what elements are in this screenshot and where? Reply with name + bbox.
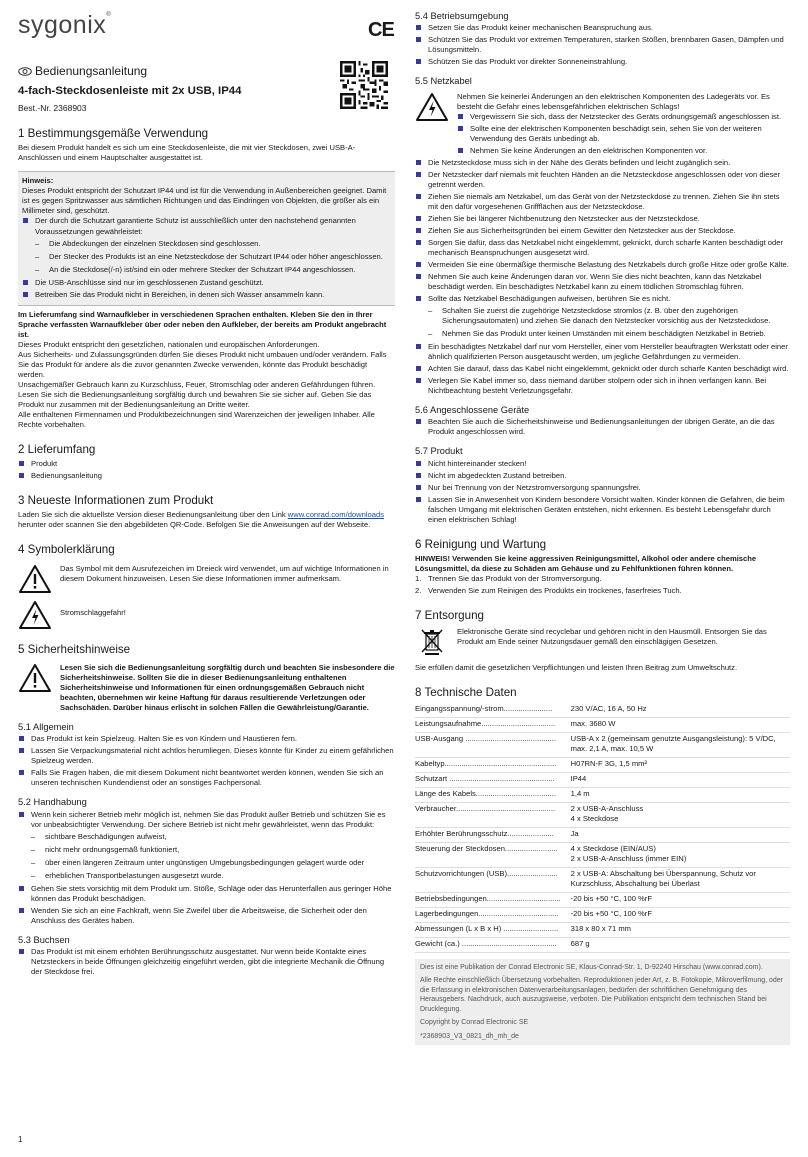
left-column xyxy=(18,10,395,979)
section-title: 7 Entsorgung xyxy=(415,609,484,623)
bullet-list xyxy=(22,278,391,300)
spec-value: -20 bis +50 °C, 100 %rF xyxy=(567,892,790,907)
spec-value: 687 g xyxy=(567,937,790,952)
bullet-list xyxy=(18,884,395,926)
page-number: 1 xyxy=(18,1135,23,1144)
warning-triangle-icon xyxy=(18,663,52,693)
imprint-text: Dies ist eine Publikation der Conrad Electronic SE, Klaus-Conrad-Str. 1, D-92240 Hirschau (www.conrad.com). xyxy=(420,963,763,971)
spec-value: 230 V/AC, 16 A, 50 Hz xyxy=(567,703,790,718)
list-item: Gehen Sie stets vorsichtig mit dem Produkt um. Stöße, Schläge oder das Herunterfallen aus geringer Höhe können das Produkt beschädigen. xyxy=(18,884,395,904)
bullet-list xyxy=(415,417,790,437)
list-item: – An die Steckdose(/-n) ist/sind ein oder mehrere Stecker der Schutzart IP44 angeschlossen. xyxy=(35,265,391,275)
paragraph: Lesen Sie sich die Bedienungsanleitung sorgfältig durch und bewahren Sie sie sicher auf. Geben Sie das Produkt nur zusammen mit der Bedienungsanleitung an Dritte weiter. xyxy=(18,389,372,409)
spec-key: Eingangsspannung/-strom....................... xyxy=(415,703,567,718)
imprint-text: Alle Rechte einschließlich Übersetzung vorbehalten. Reproduktionen jeder Art, z. B. Fotokopie, Mikroverfilmung, oder die Erfassung in elektronischen Datenverarbeitungsanlagen, bedürfen der schriftlichen Genehmigung des Herausgebers. Nachdruck, auch auszugsweise, verboten. Die Publikation entspricht dem technischen Stand bei Drucklegung. xyxy=(420,977,784,1013)
spec-value: max. 3680 W xyxy=(567,717,790,732)
spec-key: USB-Ausgang ........................................... xyxy=(415,732,567,757)
list-item: Ziehen Sie aus Sicherheitsgründen bei einem Gewitter den Netzstecker aus der Steckdose. xyxy=(415,226,790,236)
spec-key: Kabeltyp..................................................... xyxy=(415,757,567,772)
symbol-text: Das Symbol mit dem Ausrufezeichen im Dreieck wird verwendet, um auf wichtige Informationen in diesem Dokument hinzuweisen. Lesen Sie diese Informationen immer aufmerksam. xyxy=(60,563,389,583)
warning-box xyxy=(18,663,395,713)
list-item: Setzen Sie das Produkt keiner mechanischen Beanspruchung aus. xyxy=(415,23,790,33)
list-item: – über einen längeren Zeitraum unter ungünstigen Umgebungsbedingungen gelagert wurde oder xyxy=(31,858,395,868)
spec-value: 318 x 80 x 71 mm xyxy=(567,922,790,937)
dash-list xyxy=(428,306,790,339)
spec-row xyxy=(415,842,790,867)
section-title: 8 Technische Daten xyxy=(415,686,517,700)
dash-list xyxy=(35,239,391,275)
list-item: Ziehen Sie niemals am Netzkabel, um das Gerät von der Netzsteckdose zu trennen. Ziehen Sie ihn stets mit den dafür vorgesehenen Griffflächen aus der Netzsteckdose. xyxy=(415,192,790,212)
spec-value: 1,4 m xyxy=(567,787,790,802)
list-item: Nehmen Sie auch keine Änderungen daran vor. Wenn Sie dies nicht beachten, kann das Netzkabel beschädigt werden. Ein beschädigtes Netzkabel kann zu einem tödlichen Stromschlag führen. xyxy=(415,272,790,292)
subsection-title: 5.1 Allgemein xyxy=(18,722,74,733)
spec-row xyxy=(415,732,790,757)
spec-key: Schutzvorrichtungen (USB)........................ xyxy=(415,867,567,892)
subsection-title: 5.2 Handhabung xyxy=(18,797,87,808)
spec-value: USB-A x 2 (gemeinsam genutzte Ausgangsleistung): 5 V/DC, max. 2,1 A, max. 10,5 W xyxy=(567,732,790,757)
list-item xyxy=(415,586,790,596)
list-item: – Schalten Sie zuerst die zugehörige Netzsteckdose stromlos (z. B. über den zugehörigen Sicherungsautomaten) und ziehen Sie danach den Netzstecker vorsichtig aus der Netzsteckdose. xyxy=(428,306,790,326)
list-item: Sorgen Sie dafür, dass das Netzkabel nicht eingeklemmt, geknickt, durch scharfe Kanten beschädigt oder mechanisch Beanspruchungen ausgesetzt wird. xyxy=(415,238,790,258)
symbol-row xyxy=(18,600,395,630)
hint-box xyxy=(18,171,395,305)
section-title: 1 Bestimmungsgemäße Verwendung xyxy=(18,127,209,141)
numbered-list xyxy=(415,574,790,596)
list-item: Wenden Sie sich an eine Fachkraft, wenn Sie Zweifel über die Arbeitsweise, die Sicherheit oder den Anschluss des Gerätes haben. xyxy=(18,906,395,926)
paragraph: Unsachgemäßer Gebrauch kann zu Kurzschluss, Feuer, Stromschlag oder anderen Gefährdungen führen. xyxy=(18,379,376,389)
spec-key: Erhöhter Berührungsschutz...................... xyxy=(415,827,567,842)
bullet-list xyxy=(415,158,790,304)
spec-key: Abmessungen (L x B x H) .......................... xyxy=(415,922,567,937)
step-text: Verwenden Sie zum Reinigen des Produkts ein trockenes, faserfreies Tuch. xyxy=(428,586,682,596)
paragraph: Sie erfüllen damit die gesetzlichen Verpflichtungen und leisten Ihren Beitrag zum Umweltschutz. xyxy=(415,663,738,673)
symbol-text: Stromschlaggefahr! xyxy=(60,607,126,617)
bullet-list xyxy=(415,23,790,67)
doc-type-label: Bedienungsanleitung xyxy=(35,64,148,78)
list-item: Betreiben Sie das Produkt nicht in Bereichen, in denen sich Wasser ansammeln kann. xyxy=(22,290,391,300)
list-item: – Der Stecker des Produkts ist an eine Netzsteckdose der Schutzart IP44 oder höher angeschlossen. xyxy=(35,252,391,262)
list-item: Die USB-Anschlüsse sind nur im geschlossenen Zustand geschützt. xyxy=(22,278,391,288)
shock-warning-content xyxy=(457,92,790,158)
list-item: Verlegen Sie Kabel immer so, dass niemand darüber stolpern oder sich in ihnen verfangen kann. Bei Nichtbeachtung besteht Verletzungsgefahr. xyxy=(415,376,790,396)
imprint-text: Copyright by Conrad Electronic SE xyxy=(420,1019,529,1027)
spec-value: -20 bis +50 °C, 100 %rF xyxy=(567,907,790,922)
disposal-box xyxy=(415,627,790,657)
subsection-title: 5.3 Buchsen xyxy=(18,934,70,945)
spec-key: Betriebsbedingungen................................... xyxy=(415,892,567,907)
paragraph: Nehmen Sie keinerlei Änderungen an den elektrischen Komponenten des Ladegeräts vor. Es besteht die Gefahr eines lebensgefährlichen elektrischen Schlags! xyxy=(457,91,770,111)
symbol-row xyxy=(18,564,395,594)
spec-key: Gewicht (ca.) ............................................. xyxy=(415,937,567,952)
section-title: 5 Sicherheitshinweise xyxy=(18,642,131,656)
imprint-text: *2368903_V3_0821_dh_mh_de xyxy=(420,1032,519,1040)
list-item: Nur bei Trennung von der Netzstromversorgung spannungsfrei. xyxy=(415,483,790,493)
spec-key: Verbraucher............................................... xyxy=(415,802,567,827)
text: Laden Sie sich die aktuellste Version dieser Bedienungsanleitung über den Link xyxy=(18,510,288,520)
electric-shock-icon xyxy=(18,600,52,630)
list-item: Sollte eine der elektrischen Komponenten beschädigt sein, sehen Sie von der weiteren Verwendung des Geräts unbedingt ab. xyxy=(457,124,790,144)
paragraph: Dieses Produkt entspricht den gesetzlichen, nationalen und europäischen Anforderungen. xyxy=(18,339,320,349)
list-item: Der Netzstecker darf niemals mit feuchten Händen an die Netzsteckdose angeschlossen oder von dieser getrennt werden. xyxy=(415,170,790,190)
brand-logo: sygonix® xyxy=(18,11,112,39)
spec-row xyxy=(415,892,790,907)
section-title: 4 Symbolerklärung xyxy=(18,543,115,557)
step-number: 1. xyxy=(415,574,422,583)
list-item: Lassen Sie Verpackungsmaterial nicht achtlos herumliegen. Dieses könnte für Kinder zu einem gefährlichen Spielzeug werden. xyxy=(18,746,395,766)
text: herunter oder scannen Sie den abgebildeten QR-Code. Befolgen Sie die Anweisungen auf der Webseite. xyxy=(18,520,371,530)
spec-row xyxy=(415,937,790,952)
list-item: Schützen Sie das Produkt vor extremen Temperaturen, starken Stößen, brennbaren Gasen, Dämpfen und Lösungsmitteln. xyxy=(415,35,790,55)
spec-row xyxy=(415,922,790,937)
list-item: Nicht hintereinander stecken! xyxy=(415,459,790,469)
bullet-list xyxy=(22,216,391,236)
paragraph: Alle enthaltenen Firmennamen und Produktbezeichnungen sind Warenzeichen der jeweiligen Inhaber. Alle Rechte vorbehalten. xyxy=(18,409,375,429)
list-item: – Die Abdeckungen der einzelnen Steckdosen sind geschlossen. xyxy=(35,239,391,249)
spec-value: 4 x Steckdose (EIN/AUS) 2 x USB-A-Anschluss (immer EIN) xyxy=(567,842,790,867)
section-title: 3 Neueste Informationen zum Produkt xyxy=(18,494,214,508)
list-item: Achten Sie darauf, dass das Kabel nicht eingeklemmt, geknickt oder durch scharfe Kanten beschädigt wird. xyxy=(415,364,790,374)
list-item xyxy=(415,574,790,584)
spec-value: Ja xyxy=(567,827,790,842)
subsection-title: 5.6 Angeschlossene Geräte xyxy=(415,405,530,416)
spec-key: Leistungsaufnahme................................... xyxy=(415,717,567,732)
right-column xyxy=(415,10,790,1045)
paragraph xyxy=(18,510,395,530)
bold-paragraph: Im Lieferumfang sind Warnaufkleber in verschiedenen Sprachen enthalten. Kleben Sie den in Ihrer Sprache verfassten Warnaufkleber über oder neben den Aufkleber, der bereits am Produkt angebracht ist. xyxy=(18,309,387,339)
spec-value: IP44 xyxy=(567,772,790,787)
spec-key: Lagerbedingungen...................................... xyxy=(415,907,567,922)
spec-value: 2 x USB-A: Abschaltung bei Überspannung, Schutz vor Kurzschluss, Abschaltung bei Überlast xyxy=(567,867,790,892)
list-item: Vermeiden Sie eine übermäßige thermische Belastung des Netzkabels durch große Hitze oder große Kälte. xyxy=(415,260,790,270)
list-item: Beachten Sie auch die Sicherheitshinweise und Bedienungsanleitungen der übrigen Geräte, an die das Produkt angeschlossen wird. xyxy=(415,417,790,437)
subsection-title: 5.4 Betriebsumgebung xyxy=(415,11,509,21)
spec-key: Steuerung der Steckdosen......................... xyxy=(415,842,567,867)
bullet-list xyxy=(18,459,395,481)
product-title: 4-fach-Steckdosenleiste mit 2x USB, IP44 xyxy=(18,84,242,97)
list-item: – erheblichen Transportbelastungen ausgesetzt wurde. xyxy=(31,871,395,881)
bullet-list xyxy=(18,734,395,788)
spec-key: Schutzart .................................................. xyxy=(415,772,567,787)
list-item: Das Produkt ist kein Spielzeug. Halten Sie es von Kindern und Haustieren fern. xyxy=(18,734,395,744)
qr-code xyxy=(340,61,388,109)
spec-row xyxy=(415,867,790,892)
list-item: Vergewissern Sie sich, dass der Netzstecker des Geräts ordnungsgemäß angeschlossen ist. xyxy=(457,112,790,122)
list-item: Das Produkt ist mit einem erhöhten Berührungsschutz ausgestattet. Nur wenn beide Kontakte eines Netzsteckers in beide Öffnungen gleichzeitig eingeführt werden, gibt die integrierte Mechanik die Öffnung der Steckdose frei. xyxy=(18,947,395,977)
step-text: Trennen Sie das Produkt von der Stromversorgung. xyxy=(428,574,602,583)
spec-row xyxy=(415,717,790,732)
electric-shock-icon xyxy=(415,92,449,122)
list-item: Schützen Sie das Produkt vor direkter Sonneneinstrahlung. xyxy=(415,57,790,67)
paragraph: Dieses Produkt entspricht der Schutzart IP44 und ist für die Verwendung in Außenbereichen geeignet. Damit ist es gegen Spritzwasser aus sämtlichen Richtungen und das Eindringen von Objekten, die größer als ein Millimeter sind, geschützt. xyxy=(22,186,387,216)
list-item: Falls Sie Fragen haben, die mit diesem Dokument nicht beantwortet werden können, wenden Sie sich an unseren technischen Kundendienst oder an sonstiges Fachpersonal. xyxy=(18,768,395,788)
list-item: Die Netzsteckdose muss sich in der Nähe des Geräts befinden und leicht zugänglich sein. xyxy=(415,158,790,168)
list-item: Ziehen Sie bei längerer Nichtbenutzung den Netzstecker aus der Netzsteckdose. xyxy=(415,214,790,224)
bullet-list xyxy=(457,112,790,156)
disposal-text: Elektronische Geräte sind recyclebar und gehören nicht in den Hausmüll. Entsorgen Sie das Produkt am Ende seiner Nutzungsdauer gemäß den einschlägigen Gesetzen. xyxy=(457,627,767,647)
list-item: – sichtbare Beschädigungen aufweist, xyxy=(31,832,395,842)
ce-mark: CE xyxy=(368,19,394,41)
step-number: 2. xyxy=(415,586,422,596)
subsection-title: 5.7 Produkt xyxy=(415,446,463,457)
bullet-list xyxy=(18,810,395,830)
crossed-bin-icon xyxy=(415,627,449,657)
spec-row xyxy=(415,802,790,827)
section-title: 6 Reinigung und Wartung xyxy=(415,537,547,551)
paragraph: Aus Sicherheits- und Zulassungsgründen dürfen Sie dieses Produkt nicht umbauen und/oder verändern. Falls Sie das Produkt für andere als die zuvor genannten Zwecke verwenden, könnte das Produkt beschädigt werden. xyxy=(18,349,387,379)
imprint-box xyxy=(415,959,790,1045)
bullet-list xyxy=(415,459,790,525)
section-title: 2 Lieferumfang xyxy=(18,442,96,456)
paragraph: Bei diesem Produkt handelt es sich um eine Steckdosenleiste, die mit vier Steckdosen, zwei USB-A-Anschlüssen und einem Hauptschalter ausgestattet ist. xyxy=(18,143,356,163)
list-item: Der durch die Schutzart garantierte Schutz ist ausschließlich unter den nachstehend genannten Voraussetzungen gewährleistet: xyxy=(22,216,391,236)
spec-table xyxy=(415,703,790,953)
spec-row xyxy=(415,907,790,922)
spec-row xyxy=(415,757,790,772)
hint-heading: Hinweis: xyxy=(22,176,54,186)
spec-row xyxy=(415,827,790,842)
spec-key: Länge des Kabels...................................... xyxy=(415,787,567,802)
bold-paragraph: HINWEIS! Verwenden Sie keine aggressiven Reinigungsmittel, Alkohol oder andere chemische Lösungsmittel, da diese zu Schäden am Gehäuse und zu Fehlfunktionen führen können. xyxy=(415,553,757,573)
spec-value: 2 x USB-A-Anschluss 4 x Steckdose xyxy=(567,802,790,827)
eye-icon xyxy=(18,67,32,76)
downloads-link[interactable]: www.conrad.com/downloads xyxy=(287,510,384,520)
list-item: Nehmen Sie keine Änderungen an den elektrischen Komponenten vor. xyxy=(457,146,790,156)
spec-row xyxy=(415,772,790,787)
spec-row xyxy=(415,703,790,718)
doc-type xyxy=(18,64,395,80)
dash-list xyxy=(31,832,395,881)
list-item: Sollte das Netzkabel Beschädigungen aufweisen, berühren Sie es nicht. xyxy=(415,294,790,304)
list-item: Wenn kein sicherer Betrieb mehr möglich ist, nehmen Sie das Produkt außer Betrieb und schützen Sie es vor unbeabsichtigter Verwendung. Der sichere Betrieb ist nicht mehr gewährleistet, wenn das Produkt: xyxy=(18,810,395,830)
list-item: Bedienungsanleitung xyxy=(18,471,395,481)
warning-text: Lesen Sie sich die Bedienungsanleitung sorgfältig durch und beachten Sie insbesondere die Sicherheitshinweise. Sollten Sie die in dieser Bedienungsanleitung enthaltenen Sicherheitshinweise und Informationen für einen ordnungsgemäßen Gebrauch nicht beachten, übernehmen wir keine Haftung für daraus resultierende Verletzungen oder Sachschäden. Darüber hinaus erlischt in solchen Fällen die Gewährleistung/Garantie. xyxy=(60,663,395,713)
list-item: Lassen Sie in Anwesenheit von Kindern besondere Vorsicht walten. Kinder können die Gefahren, die beim falschen Umgang mit elektrischen Geräten entstehen, nicht erkennen. Es besteht Lebensgefahr durch einen elektrischen Schlag! xyxy=(415,495,790,525)
subsection-title: 5.5 Netzkabel xyxy=(415,76,472,87)
spec-value: H07RN-F 3G, 1,5 mm² xyxy=(567,757,790,772)
shock-warning-box xyxy=(415,92,790,158)
spec-table-body xyxy=(415,703,790,953)
list-item: – Nehmen Sie das Produkt unter keinen Umständen mit einem beschädigten Netzkabel in Betrieb. xyxy=(428,329,790,339)
warning-triangle-icon xyxy=(18,564,52,594)
list-item: Nicht im abgedeckten Zustand betreiben. xyxy=(415,471,790,481)
spec-row xyxy=(415,787,790,802)
bullet-list xyxy=(18,947,395,977)
list-item: – nicht mehr ordnungsgemäß funktioniert, xyxy=(31,845,395,855)
bullet-list xyxy=(415,342,790,396)
list-item: Ein beschädigtes Netzkabel darf nur vom Hersteller, einer vom Hersteller beauftragten Werkstatt oder einer ähnlich qualifizierten Person ausgetauscht werden, um jegliche Gefährdungen zu vermeiden. xyxy=(415,342,790,362)
list-item: Produkt xyxy=(18,459,395,469)
order-number: Best.-Nr. 2368903 xyxy=(18,102,87,113)
